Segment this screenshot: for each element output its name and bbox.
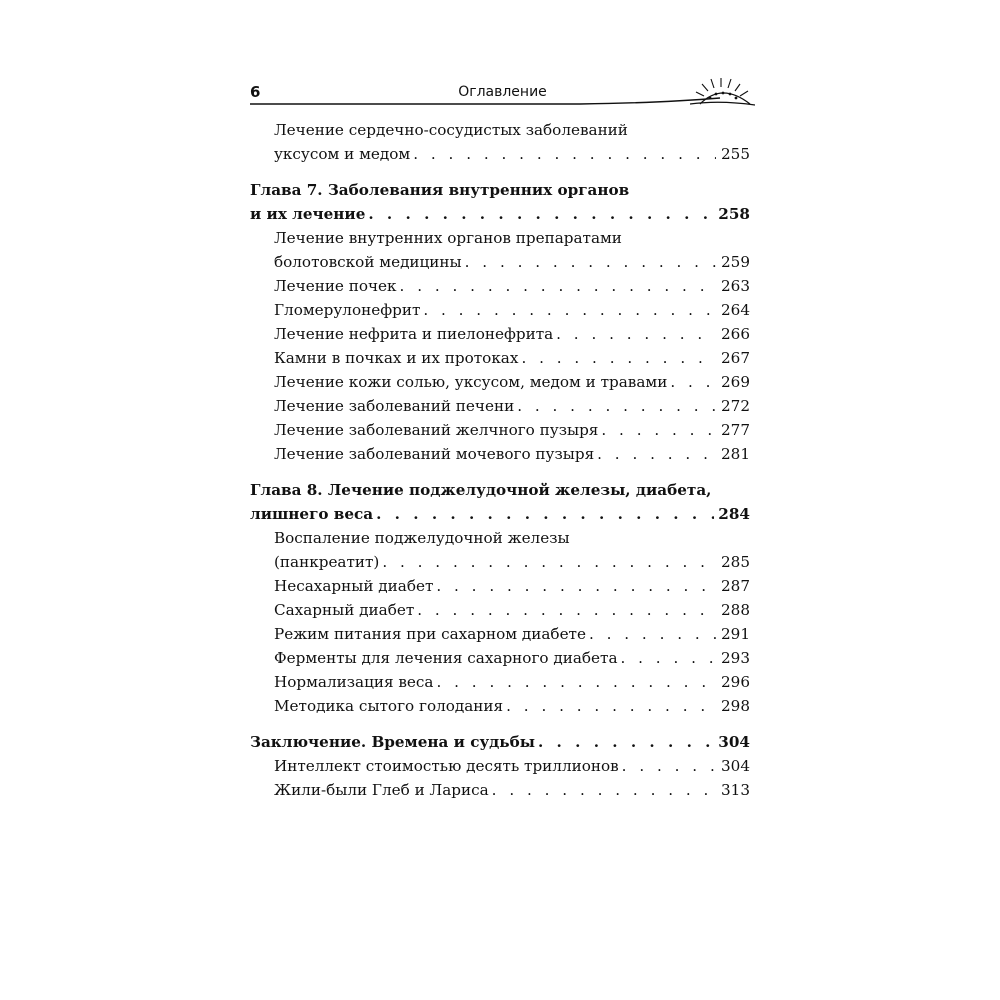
toc-entry-title: Лечение нефрита и пиелонефрита xyxy=(274,325,554,343)
toc-entry-line xyxy=(250,346,750,370)
toc-entry-title: Лечение почек xyxy=(274,277,397,295)
chapter-title: Заключение. Времена и судьбы xyxy=(250,733,535,751)
toc-entry-title: Сахарный диабет xyxy=(274,601,415,619)
dot-leader xyxy=(382,550,716,574)
dot-leader xyxy=(601,418,716,442)
toc-entry-line xyxy=(250,322,750,346)
dot-leader xyxy=(621,646,717,670)
toc-page-number: 313 xyxy=(721,781,750,799)
toc-entry-title: Ферменты для лечения сахарного диабета xyxy=(274,649,618,667)
toc-entry-title: Жили-были Глеб и Лариса xyxy=(274,781,489,799)
dot-leader xyxy=(556,322,716,346)
chapter-page-number: 284 xyxy=(718,505,750,523)
dot-leader xyxy=(492,778,716,802)
toc-entry-line xyxy=(250,622,750,646)
dot-leader xyxy=(589,622,716,646)
toc-entry-title: Несахарный диабет xyxy=(274,577,434,595)
toc-entry-title: Лечение заболеваний желчного пузыря xyxy=(274,421,599,439)
toc-entry-line xyxy=(250,550,750,574)
chapter-title-line xyxy=(250,178,750,202)
toc-page-number: 259 xyxy=(721,253,750,271)
toc-page-number: 281 xyxy=(721,445,750,463)
toc-page-number: 263 xyxy=(721,277,750,295)
toc-entry-line xyxy=(250,226,750,250)
dot-leader xyxy=(436,574,716,598)
chapter-title-line xyxy=(250,502,750,526)
dot-leader xyxy=(517,394,716,418)
toc-page-number: 291 xyxy=(721,625,750,643)
toc-entry-line xyxy=(250,670,750,694)
toc-entry-title: Лечение заболеваний мочевого пузыря xyxy=(274,445,595,463)
toc-page-number: 298 xyxy=(721,697,750,715)
toc-entry-line xyxy=(250,298,750,322)
toc-entry-title: Воспаление поджелудочной железы xyxy=(274,529,570,547)
toc-entry-title: болотовской медицины xyxy=(274,253,462,271)
dot-leader xyxy=(597,442,716,466)
toc-page-number: 287 xyxy=(721,577,750,595)
chapter-page-number: 258 xyxy=(718,205,750,223)
dot-leader xyxy=(670,370,716,394)
toc-entry-line xyxy=(250,778,750,802)
toc-page-number: 255 xyxy=(721,145,750,163)
toc-entry-title: уксусом и медом xyxy=(274,145,411,163)
toc-entry-line xyxy=(250,370,750,394)
toc-entry-line xyxy=(250,598,750,622)
dot-leader xyxy=(423,298,716,322)
dot-leader xyxy=(368,202,714,226)
toc-page-number: 293 xyxy=(721,649,750,667)
toc-entry-title: Режим питания при сахарном диабете xyxy=(274,625,586,643)
toc-page-number: 304 xyxy=(721,757,750,775)
rising-sun-icon xyxy=(690,76,755,106)
toc-page-number: 267 xyxy=(721,349,750,367)
toc-page-number: 285 xyxy=(721,553,750,571)
dot-leader xyxy=(506,694,716,718)
toc-entry-line xyxy=(250,442,750,466)
dot-leader xyxy=(413,142,716,166)
toc-entry-line xyxy=(250,694,750,718)
toc-entry-title: Лечение кожи солью, уксусом, медом и травами xyxy=(274,373,668,391)
toc-entry-line xyxy=(250,646,750,670)
toc-entry-line xyxy=(250,250,750,274)
toc-chapter-8 xyxy=(250,478,750,718)
toc-page-number: 288 xyxy=(721,601,750,619)
toc-page-number: 296 xyxy=(721,673,750,691)
toc-page-number: 269 xyxy=(721,373,750,391)
chapter-title: и их лечение xyxy=(250,205,366,223)
toc-page-number: 272 xyxy=(721,397,750,415)
running-title: Оглавление xyxy=(458,84,547,100)
chapter-title-line xyxy=(250,202,750,226)
toc-entry-line xyxy=(250,754,750,778)
toc-entry-title: Лечение заболеваний печени xyxy=(274,397,515,415)
table-of-contents xyxy=(250,118,750,814)
toc-entry-title: Гломерулонефрит xyxy=(274,301,421,319)
page-number: 6 xyxy=(250,83,261,101)
dot-leader xyxy=(521,346,716,370)
chapter-title: Глава 7. Заболевания внутренних органов xyxy=(250,181,630,199)
dot-leader xyxy=(376,502,714,526)
toc-entry-title: Лечение внутренних органов препаратами xyxy=(274,229,622,247)
dot-leader xyxy=(400,274,716,298)
toc-chapter-7 xyxy=(250,178,750,466)
toc-entry-line xyxy=(250,142,750,166)
page-header xyxy=(250,76,755,116)
chapter-title: лишнего веса xyxy=(250,505,374,523)
toc-entry-line xyxy=(250,394,750,418)
toc-page-number: 266 xyxy=(721,325,750,343)
toc-entry-title: Нормализация веса xyxy=(274,673,434,691)
dot-leader xyxy=(436,670,716,694)
toc-entry-title: Камни в почках и их протоках xyxy=(274,349,519,367)
toc-page-number: 277 xyxy=(721,421,750,439)
toc-entry-title: Интеллект стоимостью десять триллионов xyxy=(274,757,619,775)
dot-leader xyxy=(622,754,716,778)
toc-entry-title: Методика сытого голодания xyxy=(274,697,504,715)
toc-entry-title: Лечение сердечно-сосудистых заболеваний xyxy=(274,121,628,139)
chapter-title: Глава 8. Лечение поджелудочной железы, диабета, xyxy=(250,481,712,499)
toc-entry-title: (панкреатит) xyxy=(274,553,380,571)
dot-leader xyxy=(465,250,716,274)
toc-page-number: 264 xyxy=(721,301,750,319)
toc-entry-line xyxy=(250,418,750,442)
chapter-title-line xyxy=(250,730,750,754)
toc-entry-line xyxy=(250,574,750,598)
toc-entry-line xyxy=(250,118,750,142)
toc-entry-line xyxy=(250,526,750,550)
dot-leader xyxy=(417,598,716,622)
toc-entry-line xyxy=(250,274,750,298)
toc-conclusion xyxy=(250,730,750,802)
dot-leader xyxy=(538,730,714,754)
toc-group-continued xyxy=(250,118,750,166)
chapter-title-line xyxy=(250,478,750,502)
chapter-page-number: 304 xyxy=(718,733,750,751)
